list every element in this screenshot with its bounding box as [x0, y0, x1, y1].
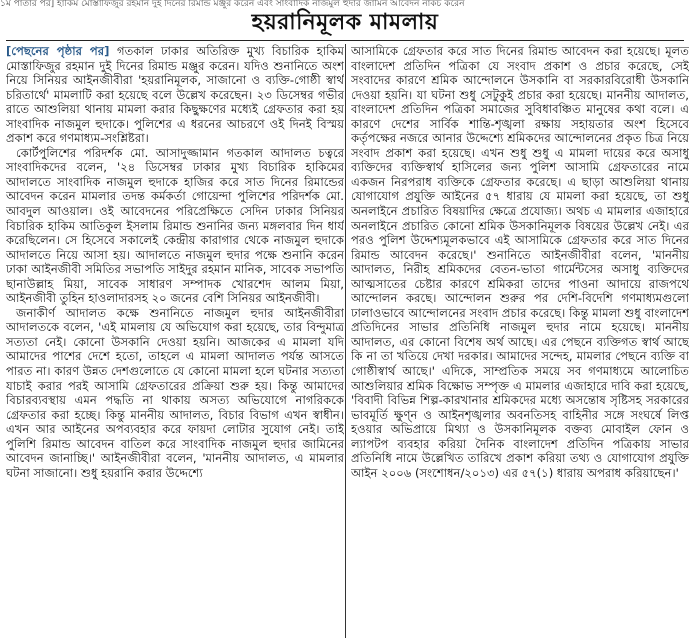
left-column: [6, 44, 344, 640]
headline: হয়রানিমূলক মামলায়: [251, 10, 439, 35]
previous-article-strip: ১ম পাতার পর] হাকিম মোস্তাফিজুর রহমান দুই দিনের রিমান্ড মঞ্জুর করেন এবং সাংবাদিক নাজমুল হুদার জামিন আবেদন নাকচ করেন: [0, 0, 465, 9]
right-paragraph-1: আসামিকে গ্রেফতার করে সাত দিনের রিমান্ড আবেদন করা হয়েছে। মূলত বাংলাদেশ প্রতিদিন পত্রিকা যে সংবাদ প্রকাশ ও প্রচার করেছে, সেই সংবাদের কারণে শ্রমিক আন্দোলনে উসকানি বা সরকারবিরোধী উসকানি দেওয়া হয়নি। যা ঘটনা শুধু সেটুকুই প্রচার করা হয়েছে। মাননীয় আদালত, বাংলাদেশ প্রতিদিন পত্রিকা সমাজের সুবিধাবঞ্চিত মানুষের কথা বলে। এ কারণে দেশের সার্বিক শান্তি-শৃঙ্খলা রক্ষায় সহায়তার অংশ হিসেবে কর্তৃপক্ষের নজরে আনার উদ্দেশ্যে শ্রমিকদের আন্দোলনের প্রকৃত চিত্র নিয়ে সংবাদ প্রকাশ করা হয়েছে। এখন শুধু শুধু এ মামলা দায়ের করে অসাধু ব্যক্তিদের ব্যক্তিস্বার্থ হাসিলের জন্য পুলিশ আসামি গ্রেফতারের নামে একজন নিরপরাধ ব্যক্তিকে গ্রেফতার করেছে। এ ছাড়া আশুলিয়া থানায় যোগাযোগ প্রযুক্তি আইনের ৫৭ ধারায় যে মামলা করা হয়েছে, তা শুধু অনলাইনে প্রচারিত বিষয়াদির ক্ষেত্রে প্রযোজ্য। অথচ এ মামলার এজাহারে অনলাইনে প্রচারিত কোনো শ্রমিক উসকানিমূলক বিষয়ের উল্লেখ নেই। এর পরও পুলিশ উদ্দেশ্যমূলকভাবে এই আসামিকে গ্রেফতার করে সাত দিনের রিমান্ড আবেদন করেছে।' শুনানিতে আইনজীবীরা বলেন, 'মাননীয় আদালত, নিরীহ শ্রমিকদের বেতন-ভাতা গার্মেন্টসের অসাধু ব্যক্তিদের আত্মসাতের চেষ্টার কারণে শ্রমিকরা তাদের পাওনা আদায়ে রাজপথে আন্দোলন করছে। আন্দোলন শুরুর পর দেশি-বিদেশি গণমাধ্যমগুলো ঢালাওভাবে আন্দোলনের সংবাদ প্রচার করেছে। কিন্তু মামলা শুধু বাংলাদেশ প্রতিদিনের সাভার প্রতিনিধি নাজমুল হুদার নামে হয়েছে। মাননীয় আদালত, এর কোনো বিশেষ অর্থ আছে। এর পেছনে ব্যক্তিগত স্বার্থ আছে কি না তা খতিয়ে দেখা দরকার। আমাদের সন্দেহ, মামলার পেছনে ব্যক্তি বা গোষ্ঠীস্বার্থ আছে।' এদিকে, সাম্প্রতিক সময়ে সব গণমাধ্যমে আলোচিত আশুলিয়ার শ্রমিক বিক্ষোভ সম্পৃক্ত এ মামলার এজাহারে দাবি করা হয়েছে, 'বিবাদী বিভিন্ন শিল্প-কারখানার শ্রমিকদের মধ্যে অসন্তোষ সৃষ্টিসহ সরকারের ভাবমূর্তি ক্ষুণ্ন ও আইনশৃঙ্খলার অবনতিসহ বাহিনীর সঙ্গে সংঘর্ষে লিপ্ত হওয়ার অভিপ্রায়ে মিথ্যা ও উসকানিমূলক বক্তব্য মোবাইল ফোন ও ল্যাপটপ ব্যবহার করিয়া দৈনিক বাংলাদেশ প্রতিদিন পত্রিকায় সাভার প্রতিনিধি নামে উল্লেখিত তারিখে প্রকাশ করিয়া তথ্য ও যোগাযোগ প্রযুক্তি আইন ২০০৬ (সংশোধন/২০১৩) এর ৫৭(১) ধারায় অপরাধ করিয়াছেন।': [351, 44, 689, 480]
left-paragraph-2: কোর্টপুলিশের পরিদর্শক মো. আসাদুজ্জামান গতকাল আদালত চত্বরে সাংবাদিকদের বলেন, '২৪ ডিসেম্বর ঢাকার মুখ্য বিচারিক হাকিমের আদালতে সাংবাদিক নাজমুল হুদাকে হাজির করে সাত দিনের রিমান্ডের আবেদন করেন মামলার তদন্ত কর্মকর্তা গোয়েন্দা পুলিশের পরিদর্শক মো. আবদুল আওয়াল। ওই আবেদনের পরিপ্রেক্ষিতে সেদিন ঢাকার সিনিয়র বিচারিক হাকিম আতিকুল ইসলাম রিমান্ড শুনানির জন্য মঙ্গলবার দিন ধার্য করেছিলেন। সে হিসেবে সকালেই কেন্দ্রীয় কারাগার থেকে নাজমুল হুদাকে আদালতে নিয়ে আসা হয়। আদালতে নাজমুল হুদার পক্ষে শুনানি করেন ঢাকা আইনজীবী সমিতির সভাপতি সাইদুর রহমান মানিক, সাবেক সভাপতি ছানাউল্লাহ মিয়া, সাবেক সাধারণ সম্পাদক খোরশেদ আলম মিয়া, আইনজীবী তুহিন হাওলাদারসহ ২০ জনের বেশি সিনিয়র আইনজীবী।: [6, 145, 344, 306]
headline-rule: [6, 40, 684, 41]
left-paragraph-1: [6, 44, 344, 146]
continued-from-label: [পেছনের পৃষ্ঠার পর]: [6, 44, 110, 58]
column-divider: [345, 44, 346, 638]
left-paragraph-1-text: গতকাল ঢাকার অতিরিক্ত মুখ্য বিচারিক হাকিম মোস্তাফিজুর রহমান দুই দিনের রিমান্ড মঞ্জুর করেন। যদিও শুনানিতে অংশ নিয়ে সিনিয়র আইনজীবীরা 'হয়রানিমূলক, সাজানো ও ব্যক্তি-গোষ্ঠী স্বার্থ চরিতার্থে' মামলাটি করা হয়েছে বলে উল্লেখ করেছেন। ২৩ ডিসেম্বর গভীর রাতে আশুলিয়া থানায় মামলা করার কিছুক্ষণের মধ্যেই গ্রেফতার করা হয় সাংবাদিক নাজমুল হুদাকে। পুলিশের এ ধরনের আচরণে ওই দিনই বিস্ময় প্রকাশ করে গণমাধ্যম-সংশ্লিষ্টরা।: [6, 44, 344, 146]
left-paragraph-3: জনাকীর্ণ আদালত কক্ষে শুনানিতে নাজমুল হুদার আইনজীবীরা আদালতকে বলেন, 'এই মামলায় যে অভিযোগ করা হয়েছে, তার বিন্দুমাত্র সত্যতা নেই। কোনো উসকানি দেওয়া হয়নি। আজকের এ মামলা যদি আমাদের পাশের দেশে হতো, তাহলে এ মামলা আদালত পর্যন্ত আসতে পারত না। কারণ উন্নত দেশগুলোতে যে কোনো মামলা হলে ঘটনার সত্যতা যাচাই করার পরই আসামি গ্রেফতারের প্রক্রিয়া শুরু হয়। কিন্তু আমাদের বিচারব্যবস্থায় এমন পদ্ধতি না থাকায় অসত্য অভিযোগে নাগরিককে গ্রেফতার করা হচ্ছে। কিন্তু মাননীয় আদালত, বিচার বিভাগ এখন স্বাধীন। এখন আর আইনের অপব্যবহার করে ফায়দা লোটার সুযোগ নেই। তাই পুলিশি রিমান্ড আবেদন বাতিল করে সাংবাদিক নাজমুল হুদার জামিনের আবেদন জানাচ্ছি।' আইনজীবীরা বলেন, 'মাননীয় আদালত, এ মামলার ঘটনা সাজানো। শুধু হয়রানি করার উদ্দেশ্যে: [6, 305, 344, 480]
right-column: [351, 44, 689, 640]
